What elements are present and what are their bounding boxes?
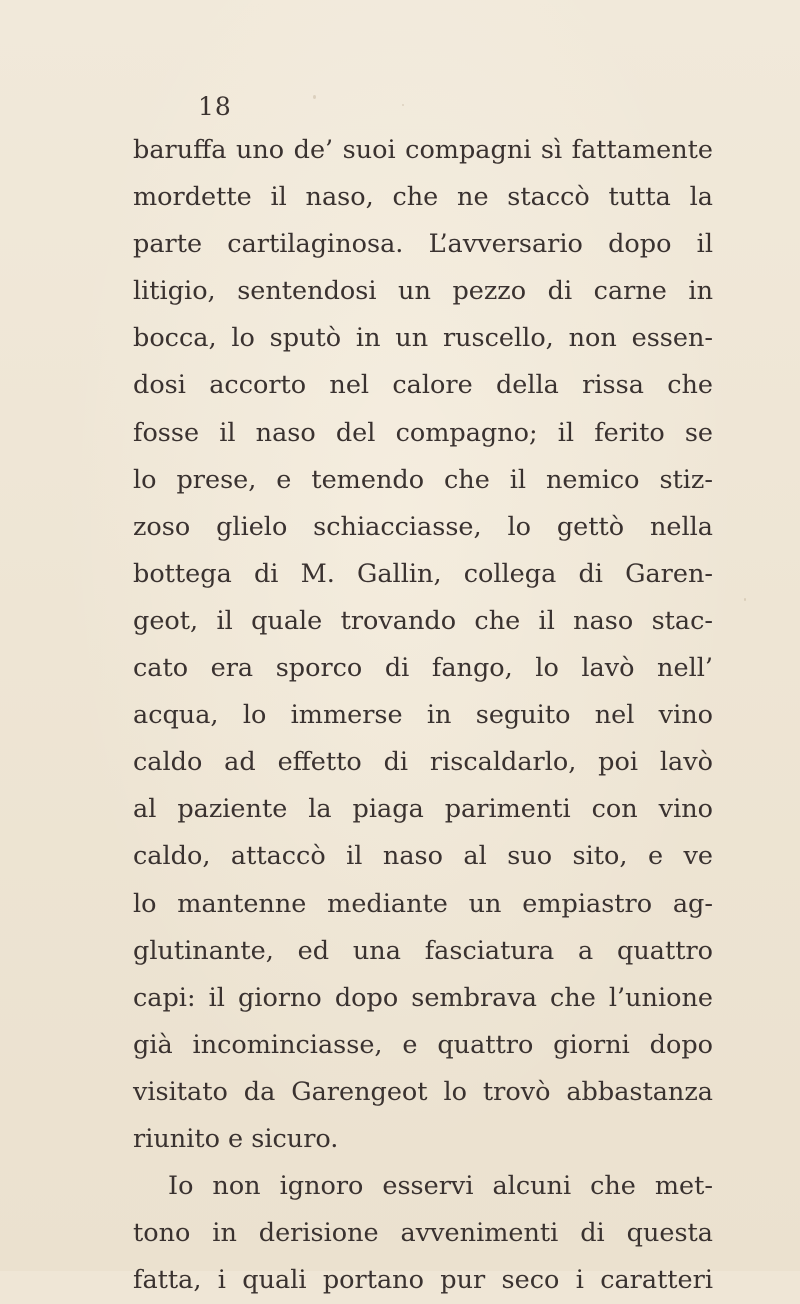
text-line: bocca, lo sputò in un ruscello, non essen- — [133, 323, 713, 354]
text-line: acqua, lo immerse in seguito nel vino — [133, 700, 713, 731]
text-line: dosi accorto nel calore della rissa che — [133, 370, 713, 401]
text-line: già incominciasse, e quattro giorni dopo — [133, 1029, 713, 1060]
text-line: caldo, attaccò il naso al suo sito, e ve — [133, 841, 713, 872]
text-line: parte cartilaginosa. L’avversario dopo il — [133, 229, 713, 260]
text-line: capi: il giorno dopo sembrava che l’unione — [133, 982, 713, 1013]
text-line: al paziente la piaga parimenti con vino — [133, 794, 713, 825]
paper-spot — [402, 104, 404, 106]
text-line: fosse il naso del compagno; il ferito se — [133, 417, 713, 448]
text-line: litigio, sentendosi un pezzo di carne in — [133, 276, 713, 307]
text-line: geot, il quale trovando che il naso stac- — [133, 605, 713, 636]
text-line: visitato da Garengeot lo trovò abbastanza — [133, 1076, 713, 1107]
text-line: lo mantenne mediante un empiastro ag- — [133, 888, 713, 919]
text-line: glutinante, ed una fasciatura a quattro — [133, 935, 713, 966]
text-line: bottega di M. Gallin, collega di Garen- — [133, 558, 713, 589]
text-line: tono in derisione avvenimenti di questa — [133, 1218, 713, 1249]
text-line: caldo ad effetto di riscaldarlo, poi lavò — [133, 747, 713, 778]
text-line: mordette il naso, che ne staccò tutta la — [133, 182, 713, 213]
text-line: Io non ignoro esservi alcuni che met- — [168, 1171, 713, 1202]
paper-spot — [313, 95, 316, 99]
text-line: lo prese, e temendo che il nemico stiz- — [133, 464, 713, 495]
text-line: fatta, i quali portano pur seco i caratteri — [133, 1265, 713, 1296]
text-line: zoso glielo schiacciasse, lo gettò nella — [133, 511, 713, 542]
page-number: 18 — [198, 92, 232, 121]
body-text — [133, 127, 713, 1304]
text-line: cato era sporco di fango, lo lavò nell’ — [133, 653, 713, 684]
text-line: baruffa uno de’ suoi compagni sì fattamente — [133, 135, 713, 165]
paper-spot — [744, 598, 746, 601]
text-line: riunito e sicuro. — [133, 1123, 339, 1154]
